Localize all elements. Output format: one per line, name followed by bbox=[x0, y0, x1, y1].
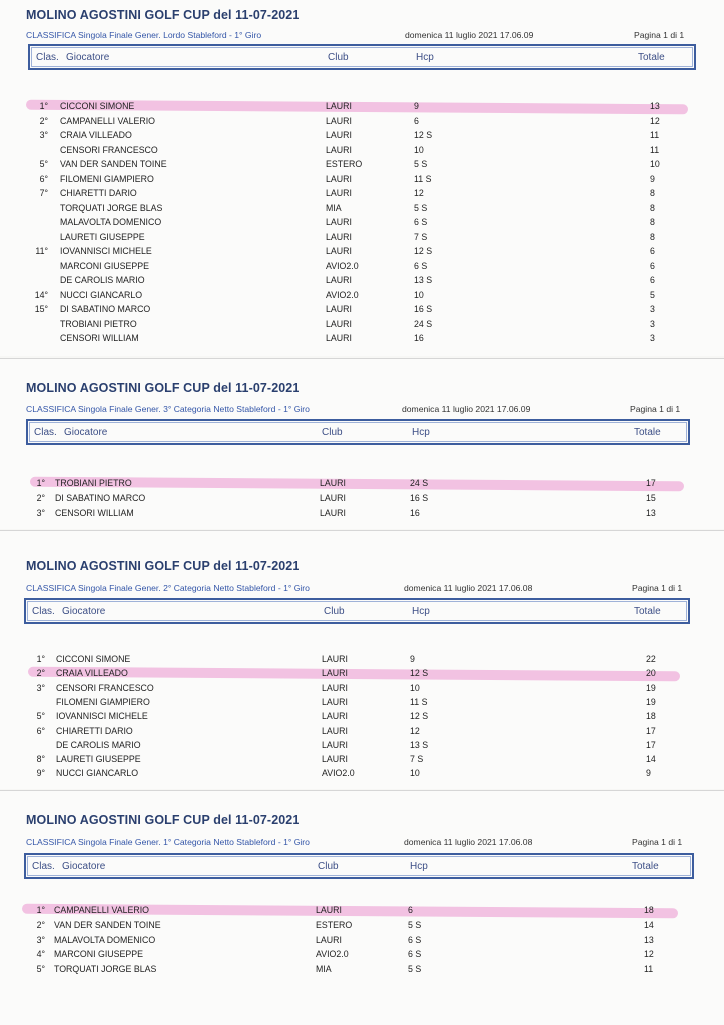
rank-cell: 1° bbox=[36, 654, 45, 664]
hcp-cell: 12 S bbox=[414, 130, 433, 140]
player-name: CRAIA VILLEADO bbox=[60, 130, 132, 140]
header-club: Club bbox=[324, 606, 345, 617]
table-row bbox=[0, 333, 724, 347]
hcp-cell: 7 S bbox=[410, 754, 424, 765]
total-cell: 9 bbox=[650, 173, 655, 184]
total-cell: 12 bbox=[650, 115, 660, 126]
club-cell: LAURI bbox=[322, 754, 348, 765]
club-cell: AVIO2.0 bbox=[316, 949, 349, 960]
column-header bbox=[28, 44, 696, 70]
table-row bbox=[0, 478, 724, 492]
print-date: domenica 11 luglio 2021 17.06.08 bbox=[404, 837, 533, 847]
club-cell: LAURI bbox=[316, 934, 342, 945]
player-name: LAURETI GIUSEPPE bbox=[60, 231, 145, 242]
hcp-cell: 10 bbox=[410, 768, 420, 779]
table-row bbox=[0, 101, 724, 115]
rank-cell: 8° bbox=[36, 754, 45, 765]
total-cell: 11 bbox=[650, 130, 660, 140]
table-row bbox=[0, 188, 724, 202]
total-cell: 17 bbox=[646, 725, 656, 736]
player-name: DE CAROLIS MARIO bbox=[56, 739, 141, 750]
player-name: TORQUATI JORGE BLAS bbox=[54, 964, 157, 975]
club-cell: LAURI bbox=[326, 101, 352, 111]
player-name: IOVANNISCI MICHELE bbox=[56, 711, 148, 722]
table-row bbox=[0, 711, 724, 725]
hcp-cell: 16 bbox=[410, 508, 420, 518]
club-cell: LAURI bbox=[322, 725, 348, 736]
hcp-cell: 10 bbox=[414, 144, 424, 155]
club-cell: LAURI bbox=[326, 231, 352, 242]
hcp-cell: 5 S bbox=[408, 919, 422, 930]
table-row bbox=[0, 935, 724, 949]
table-row bbox=[0, 159, 724, 173]
total-cell: 22 bbox=[646, 654, 656, 664]
player-name: MALAVOLTA DOMENICO bbox=[54, 934, 156, 945]
rank-cell: 6° bbox=[39, 173, 48, 184]
sheet-title: MOLINO AGOSTINI GOLF CUP del 11-07-2021 bbox=[26, 8, 300, 22]
player-name: MALAVOLTA DOMENICO bbox=[60, 217, 162, 227]
hcp-cell: 7 S bbox=[414, 231, 428, 242]
rank-cell: 9° bbox=[36, 768, 45, 779]
results-sheet bbox=[0, 530, 724, 789]
table-row bbox=[0, 654, 724, 668]
print-date: domenica 11 luglio 2021 17.06.08 bbox=[404, 583, 533, 593]
player-name: IOVANNISCI MICHELE bbox=[60, 246, 152, 256]
player-name: CENSORI WILLIAM bbox=[55, 508, 134, 518]
hcp-cell: 16 S bbox=[410, 493, 429, 503]
club-cell: LAURI bbox=[320, 508, 346, 518]
total-cell: 3 bbox=[650, 333, 655, 343]
table-row bbox=[0, 217, 724, 231]
header-totale: Totale bbox=[632, 861, 659, 872]
total-cell: 8 bbox=[650, 202, 655, 213]
total-cell: 6 bbox=[650, 246, 655, 256]
club-cell: MIA bbox=[326, 202, 342, 213]
player-name: MARCONI GIUSEPPE bbox=[60, 260, 149, 271]
total-cell: 17 bbox=[646, 478, 656, 488]
header-clas: Clas. bbox=[32, 606, 55, 617]
table-row bbox=[0, 949, 724, 963]
page-number: Pagina 1 di 1 bbox=[634, 30, 685, 40]
total-cell: 9 bbox=[646, 768, 651, 779]
player-name: DI SABATINO MARCO bbox=[60, 304, 151, 314]
sheet-subtitle: CLASSIFICA Singola Finale Gener. 3° Categoria Netto Stableford - 1° Giro bbox=[26, 404, 310, 414]
page-number: Pagina 1 di 1 bbox=[632, 837, 683, 847]
hcp-cell: 13 S bbox=[410, 739, 429, 750]
column-header bbox=[24, 598, 690, 624]
total-cell: 15 bbox=[646, 493, 656, 503]
player-name: FILOMENI GIAMPIERO bbox=[60, 173, 154, 184]
total-cell: 13 bbox=[650, 101, 660, 111]
player-name: DI SABATINO MARCO bbox=[55, 493, 146, 503]
club-cell: AVIO2.0 bbox=[322, 768, 355, 779]
club-cell: LAURI bbox=[326, 304, 352, 314]
results-sheet bbox=[0, 790, 724, 1025]
total-cell: 11 bbox=[644, 964, 654, 975]
hcp-cell: 6 S bbox=[414, 260, 428, 271]
rank-cell: 5° bbox=[36, 964, 45, 975]
rank-cell: 3° bbox=[36, 934, 45, 945]
total-cell: 18 bbox=[646, 711, 656, 722]
hcp-cell: 12 bbox=[410, 725, 420, 736]
table-row bbox=[0, 319, 724, 333]
rank-cell: 4° bbox=[36, 949, 45, 960]
header-totale: Totale bbox=[634, 606, 661, 617]
club-cell: LAURI bbox=[326, 333, 352, 343]
total-cell: 12 bbox=[644, 949, 654, 960]
table-row bbox=[0, 174, 724, 188]
total-cell: 19 bbox=[646, 696, 656, 707]
table-row bbox=[0, 493, 724, 507]
sheet-title: MOLINO AGOSTINI GOLF CUP del 11-07-2021 bbox=[26, 813, 300, 827]
club-cell: ESTERO bbox=[316, 919, 353, 930]
player-name: CRAIA VILLEADO bbox=[56, 668, 128, 679]
club-cell: LAURI bbox=[326, 188, 352, 198]
club-cell: LAURI bbox=[326, 173, 352, 184]
table-row bbox=[0, 145, 724, 159]
player-name: TROBIANI PIETRO bbox=[55, 478, 132, 488]
club-cell: AVIO2.0 bbox=[326, 289, 359, 300]
hcp-cell: 6 S bbox=[408, 934, 422, 945]
player-name: LAURETI GIUSEPPE bbox=[56, 754, 141, 765]
table-row bbox=[0, 290, 724, 304]
header-giocatore: Giocatore bbox=[66, 52, 110, 63]
page-number: Pagina 1 di 1 bbox=[632, 583, 683, 593]
club-cell: LAURI bbox=[326, 130, 352, 140]
results-sheet bbox=[0, 358, 724, 529]
hcp-cell: 11 S bbox=[410, 696, 428, 707]
player-name: DE CAROLIS MARIO bbox=[60, 275, 145, 285]
table-row bbox=[0, 726, 724, 740]
rank-cell: 11° bbox=[35, 246, 48, 256]
table-row bbox=[0, 668, 724, 682]
club-cell: LAURI bbox=[322, 682, 348, 693]
rank-cell: 7° bbox=[39, 188, 48, 198]
sheet-title: MOLINO AGOSTINI GOLF CUP del 11-07-2021 bbox=[26, 381, 300, 395]
hcp-cell: 24 S bbox=[414, 318, 433, 329]
total-cell: 13 bbox=[644, 934, 654, 945]
player-name: MARCONI GIUSEPPE bbox=[54, 949, 143, 960]
hcp-cell: 6 S bbox=[408, 949, 422, 960]
rank-cell: 3° bbox=[36, 508, 45, 518]
rank-cell: 1° bbox=[36, 478, 45, 488]
table-row bbox=[0, 232, 724, 246]
club-cell: LAURI bbox=[326, 275, 352, 285]
total-cell: 6 bbox=[650, 260, 655, 271]
column-header bbox=[24, 853, 694, 879]
hcp-cell: 6 S bbox=[414, 217, 428, 227]
results-sheet bbox=[0, 0, 724, 356]
sheet-subtitle: CLASSIFICA Singola Finale Gener. 1° Categoria Netto Stableford - 1° Giro bbox=[26, 837, 310, 847]
player-name: FILOMENI GIAMPIERO bbox=[56, 696, 150, 707]
table-row bbox=[0, 920, 724, 934]
sheet-subtitle: CLASSIFICA Singola Finale Gener. Lordo Stableford - 1° Giro bbox=[26, 30, 262, 40]
rank-cell: 3° bbox=[36, 682, 45, 693]
header-hcp: Hcp bbox=[416, 52, 434, 63]
club-cell: LAURI bbox=[326, 144, 352, 155]
hcp-cell: 12 S bbox=[414, 246, 433, 256]
hcp-cell: 5 S bbox=[414, 159, 428, 169]
table-row bbox=[0, 275, 724, 289]
player-name: CICCONI SIMONE bbox=[56, 654, 131, 664]
total-cell: 17 bbox=[646, 739, 656, 750]
table-row bbox=[0, 130, 724, 144]
header-giocatore: Giocatore bbox=[62, 861, 106, 872]
header-totale: Totale bbox=[638, 52, 665, 63]
player-name: NUCCI GIANCARLO bbox=[56, 768, 139, 779]
club-cell: LAURI bbox=[326, 217, 352, 227]
player-name: CAMPANELLI VALERIO bbox=[54, 905, 150, 915]
hcp-cell: 24 S bbox=[410, 478, 429, 488]
hcp-cell: 9 bbox=[414, 101, 419, 111]
player-name: CAMPANELLI VALERIO bbox=[60, 115, 156, 126]
total-cell: 8 bbox=[650, 217, 655, 227]
table-row bbox=[0, 508, 724, 522]
club-cell: AVIO2.0 bbox=[326, 260, 359, 271]
hcp-cell: 6 bbox=[414, 115, 419, 126]
player-name: CENSORI FRANCESCO bbox=[60, 144, 158, 155]
player-name: CHIARETTI DARIO bbox=[60, 188, 137, 198]
table-row bbox=[0, 246, 724, 260]
player-name: CENSORI FRANCESCO bbox=[56, 682, 154, 693]
total-cell: 13 bbox=[646, 508, 656, 518]
total-cell: 3 bbox=[650, 318, 655, 329]
total-cell: 14 bbox=[644, 919, 654, 930]
rank-cell: 1° bbox=[36, 905, 45, 915]
hcp-cell: 12 bbox=[414, 188, 424, 198]
rank-cell: 5° bbox=[36, 711, 45, 722]
header-hcp: Hcp bbox=[412, 427, 430, 438]
header-club: Club bbox=[318, 861, 339, 872]
header-clas: Clas. bbox=[34, 427, 57, 438]
header-giocatore: Giocatore bbox=[62, 606, 106, 617]
table-row bbox=[0, 697, 724, 711]
rank-cell: 2° bbox=[36, 493, 45, 503]
total-cell: 5 bbox=[650, 289, 655, 300]
hcp-cell: 9 bbox=[410, 654, 415, 664]
player-name: TROBIANI PIETRO bbox=[60, 318, 137, 329]
club-cell: LAURI bbox=[316, 905, 342, 915]
hcp-cell: 13 S bbox=[414, 275, 433, 285]
total-cell: 3 bbox=[650, 304, 655, 314]
player-name: CENSORI WILLIAM bbox=[60, 333, 139, 343]
page-number: Pagina 1 di 1 bbox=[630, 404, 681, 414]
rank-cell: 6° bbox=[36, 725, 45, 736]
hcp-cell: 16 S bbox=[414, 304, 433, 314]
player-name: CICCONI SIMONE bbox=[60, 101, 135, 111]
header-giocatore: Giocatore bbox=[64, 427, 108, 438]
hcp-cell: 5 S bbox=[408, 964, 422, 975]
player-name: VAN DER SANDEN TOINE bbox=[54, 919, 161, 930]
rank-cell: 2° bbox=[39, 115, 48, 126]
sheet-title: MOLINO AGOSTINI GOLF CUP del 11-07-2021 bbox=[26, 559, 300, 573]
club-cell: MIA bbox=[316, 964, 332, 975]
player-name: CHIARETTI DARIO bbox=[56, 725, 133, 736]
rank-cell: 14° bbox=[34, 289, 48, 300]
hcp-cell: 12 S bbox=[410, 711, 429, 722]
player-name: TORQUATI JORGE BLAS bbox=[60, 202, 163, 213]
total-cell: 6 bbox=[650, 275, 655, 285]
table-row bbox=[0, 740, 724, 754]
header-hcp: Hcp bbox=[410, 861, 428, 872]
hcp-cell: 16 bbox=[414, 333, 424, 343]
club-cell: LAURI bbox=[322, 739, 348, 750]
club-cell: LAURI bbox=[320, 493, 346, 503]
club-cell: LAURI bbox=[322, 654, 348, 664]
total-cell: 10 bbox=[650, 159, 660, 169]
total-cell: 18 bbox=[644, 905, 654, 915]
table-row bbox=[0, 683, 724, 697]
total-cell: 11 bbox=[650, 144, 660, 155]
hcp-cell: 10 bbox=[414, 289, 424, 300]
table-row bbox=[0, 116, 724, 130]
header-clas: Clas. bbox=[36, 52, 59, 63]
sheet-subtitle: CLASSIFICA Singola Finale Gener. 2° Categoria Netto Stableford - 1° Giro bbox=[26, 583, 310, 593]
rank-cell: 3° bbox=[39, 130, 48, 140]
player-name: NUCCI GIANCARLO bbox=[60, 289, 143, 300]
header-totale: Totale bbox=[634, 427, 661, 438]
print-date: domenica 11 luglio 2021 17.06.09 bbox=[405, 30, 534, 40]
player-name: VAN DER SANDEN TOINE bbox=[60, 159, 167, 169]
table-row bbox=[0, 304, 724, 318]
table-row bbox=[0, 203, 724, 217]
hcp-cell: 10 bbox=[410, 682, 420, 693]
total-cell: 14 bbox=[646, 754, 656, 765]
rank-cell: 2° bbox=[36, 919, 45, 930]
header-club: Club bbox=[322, 427, 343, 438]
total-cell: 20 bbox=[646, 668, 656, 679]
hcp-cell: 5 S bbox=[414, 202, 428, 213]
table-row bbox=[0, 768, 724, 782]
total-cell: 8 bbox=[650, 231, 655, 242]
rank-cell: 15° bbox=[34, 304, 48, 314]
header-club: Club bbox=[328, 52, 349, 63]
table-row bbox=[0, 261, 724, 275]
print-date: domenica 11 luglio 2021 17.06.09 bbox=[402, 404, 531, 414]
club-cell: LAURI bbox=[326, 318, 352, 329]
rank-cell: 5° bbox=[39, 159, 48, 169]
rank-cell: 2° bbox=[36, 668, 45, 679]
hcp-cell: 12 S bbox=[410, 668, 429, 679]
header-hcp: Hcp bbox=[412, 606, 430, 617]
club-cell: LAURI bbox=[326, 115, 352, 126]
column-header bbox=[26, 419, 690, 445]
hcp-cell: 6 bbox=[408, 905, 413, 915]
rank-cell: 1° bbox=[39, 101, 48, 111]
hcp-cell: 11 S bbox=[414, 173, 432, 184]
club-cell: LAURI bbox=[326, 246, 352, 256]
total-cell: 8 bbox=[650, 188, 655, 198]
table-row bbox=[0, 964, 724, 978]
club-cell: LAURI bbox=[322, 668, 348, 679]
club-cell: ESTERO bbox=[326, 159, 363, 169]
header-clas: Clas. bbox=[32, 861, 55, 872]
table-row bbox=[0, 905, 724, 919]
total-cell: 19 bbox=[646, 682, 656, 693]
table-row bbox=[0, 754, 724, 768]
club-cell: LAURI bbox=[322, 711, 348, 722]
club-cell: LAURI bbox=[322, 696, 348, 707]
club-cell: LAURI bbox=[320, 478, 346, 488]
